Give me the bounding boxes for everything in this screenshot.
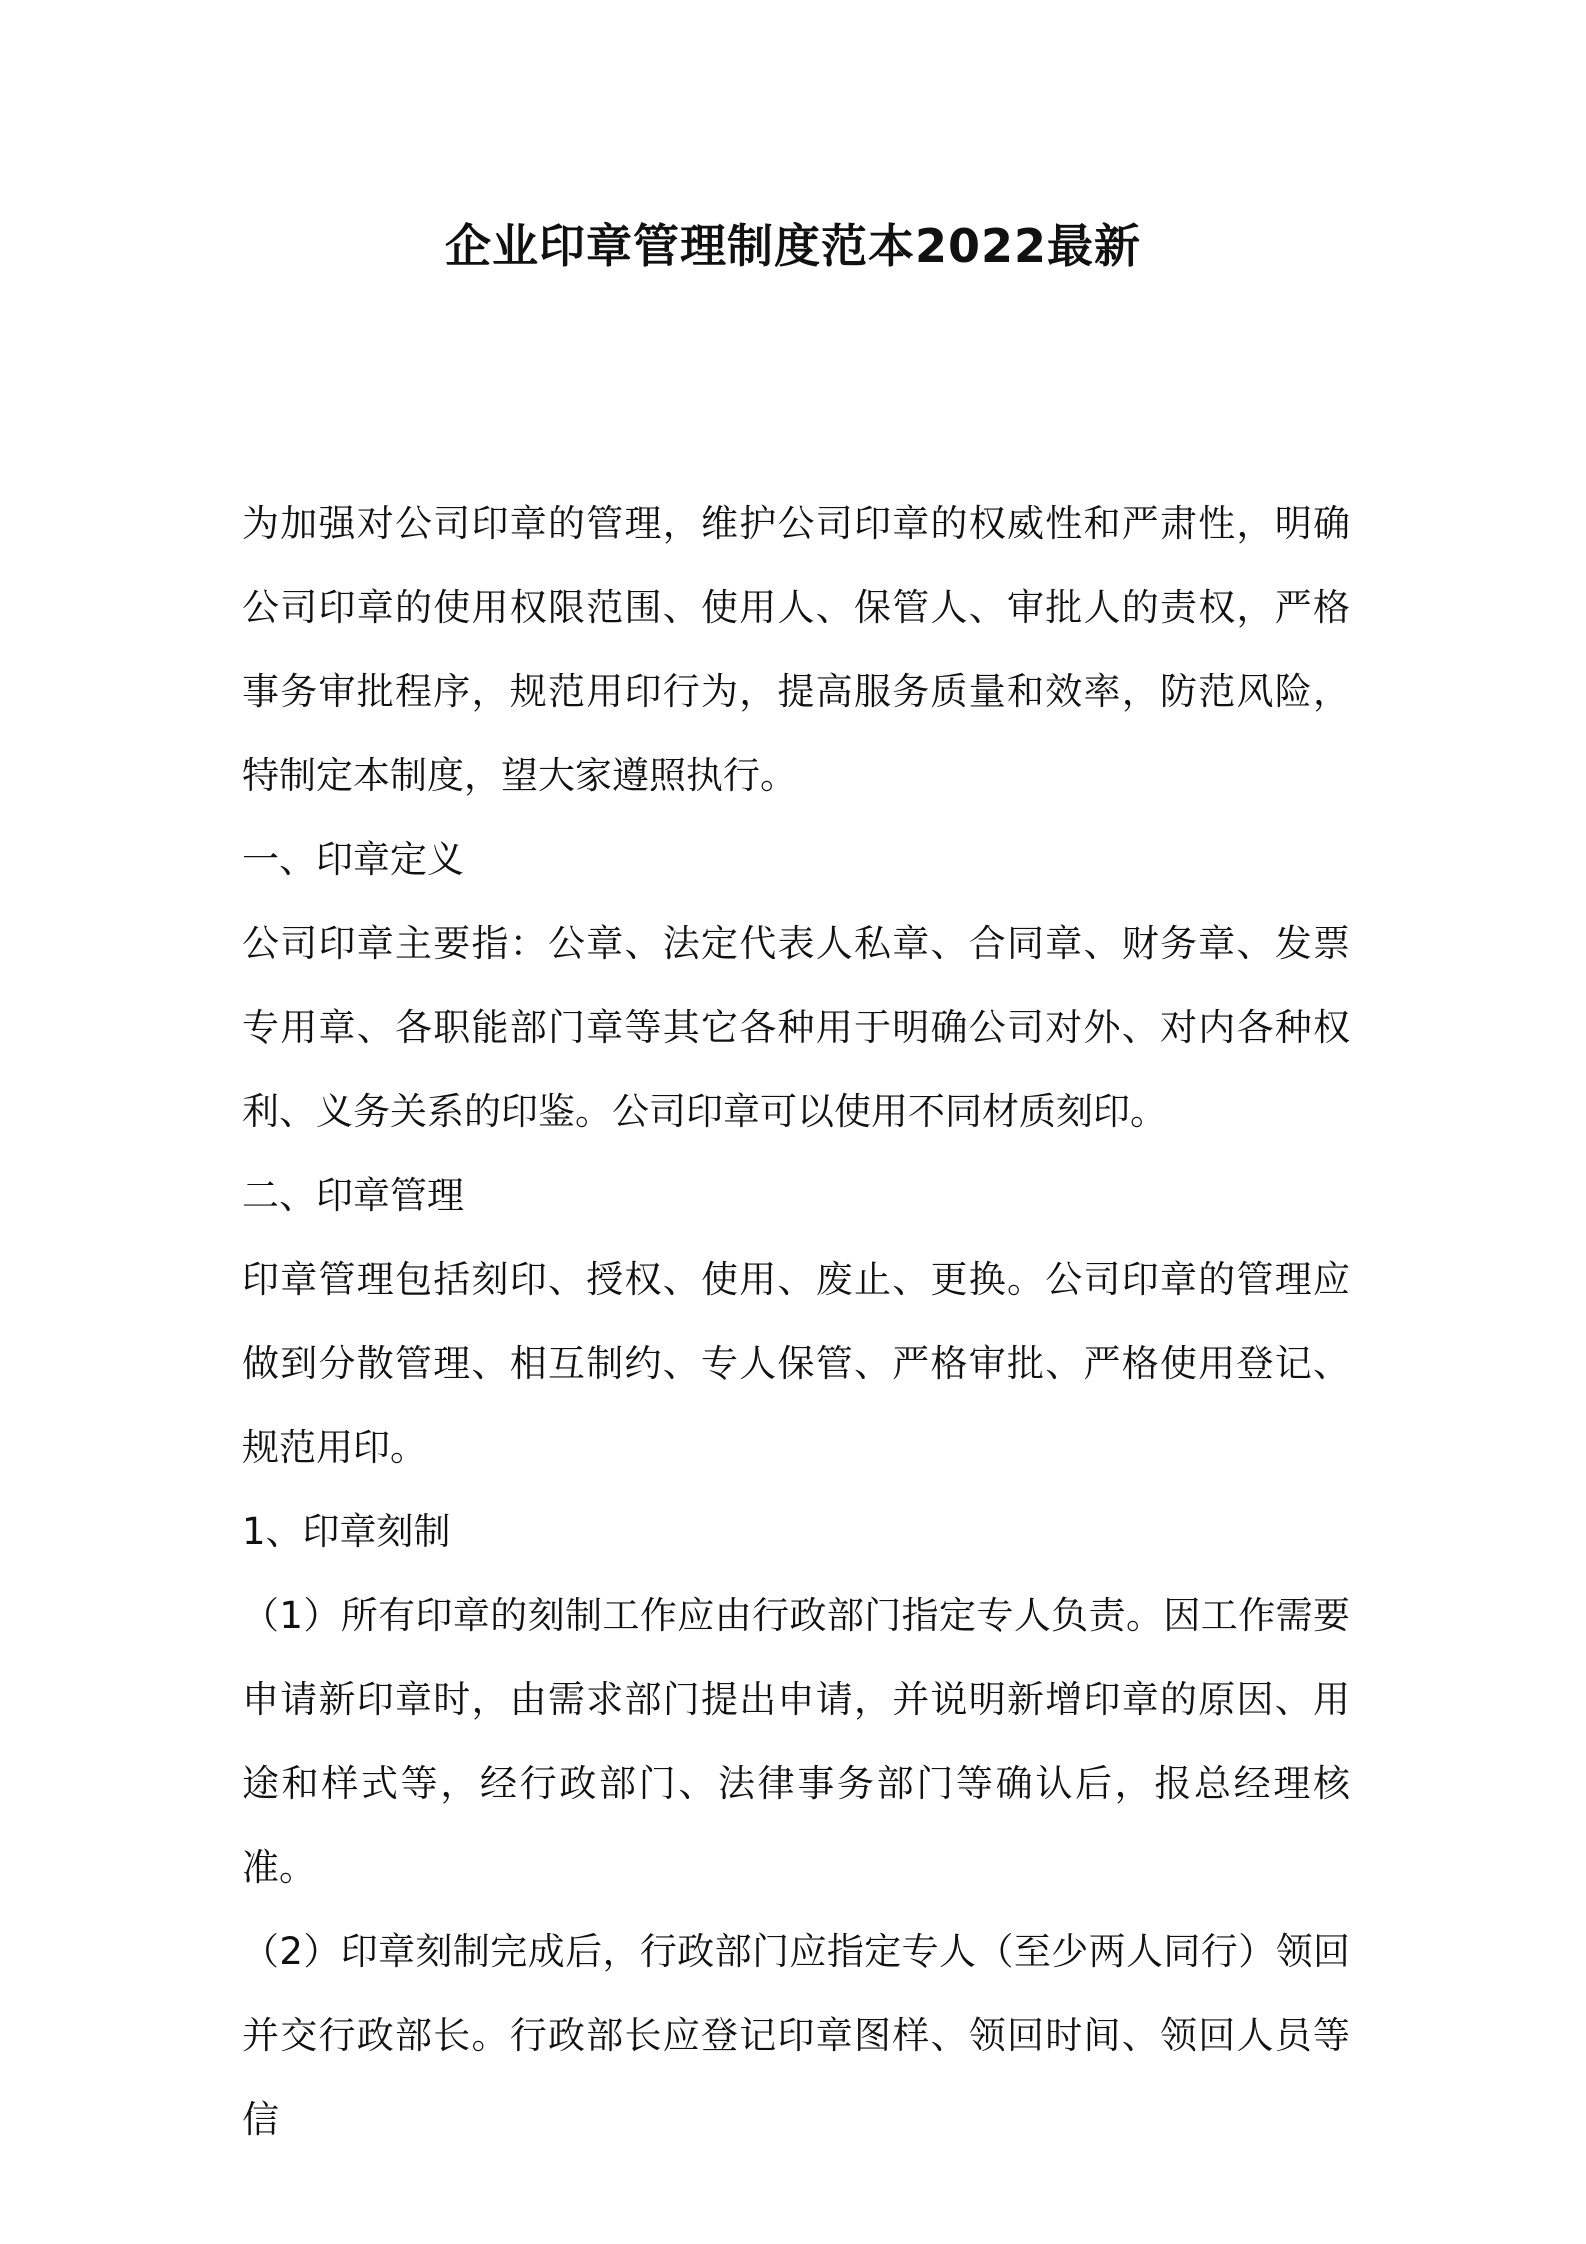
- engraving-item-1: （1）所有印章的刻制工作应由行政部门指定专人负责。因工作需要申请新印章时，由需求部门提出申请，并说明新增印章的原因、用途和样式等，经行政部门、法律事务部门等确认后，报总经理核准。: [242, 1594, 1350, 1889]
- section-heading-seal-management: 二、印章管理: [242, 1174, 464, 1217]
- subsection-heading-seal-engraving: 1、印章刻制: [242, 1510, 451, 1553]
- engraving-item-2: （2）印章刻制完成后，行政部门应指定专人（至少两人同行）领回并交行政部长。行政部长应登记印章图样、领回时间、领回人员等信: [242, 1930, 1350, 2141]
- document-body: [242, 482, 1350, 2162]
- intro-paragraph: 为加强对公司印章的管理，维护公司印章的权威性和严肃性，明确公司印章的使用权限范围、使用人、保管人、审批人的责权，严格事务审批程序，规范用印行为，提高服务质量和效率，防范风险，特制定本制度，望大家遵照执行。: [242, 502, 1350, 797]
- seal-definition-paragraph: 公司印章主要指：公章、法定代表人私章、合同章、财务章、发票专用章、各职能部门章等其它各种用于明确公司对外、对内各种权利、义务关系的印鉴。公司印章可以使用不同材质刻印。: [242, 922, 1350, 1133]
- document-title: 企业印章管理制度范本2022最新: [444, 219, 1142, 273]
- section-heading-seal-definition: 一、印章定义: [242, 838, 464, 881]
- seal-management-paragraph: 印章管理包括刻印、授权、使用、废止、更换。公司印章的管理应做到分散管理、相互制约、专人保管、严格审批、严格使用登记、规范用印。: [242, 1258, 1350, 1469]
